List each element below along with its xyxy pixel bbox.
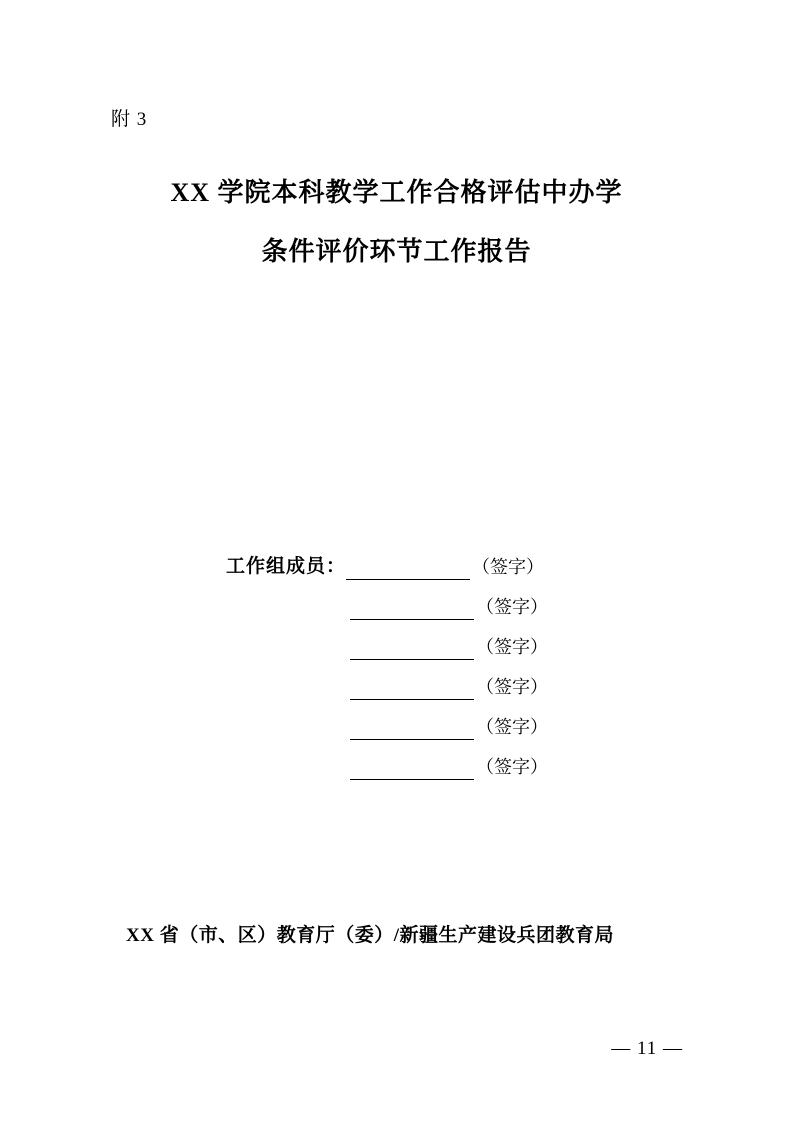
signature-row bbox=[0, 660, 793, 700]
signature-line[interactable] bbox=[350, 635, 474, 660]
signature-note: （签字） bbox=[472, 557, 545, 577]
signature-line[interactable] bbox=[346, 555, 470, 580]
signature-line[interactable] bbox=[350, 715, 474, 740]
signature-note: （签字） bbox=[476, 717, 548, 737]
signature-note: （签字） bbox=[476, 637, 548, 657]
signature-label: 工作组成员： bbox=[226, 556, 347, 577]
signature-line[interactable] bbox=[350, 675, 474, 700]
attachment-label: 附 3 bbox=[111, 109, 148, 130]
signature-row bbox=[0, 740, 793, 780]
signature-note: （签字） bbox=[476, 677, 548, 697]
signature-line[interactable] bbox=[350, 595, 474, 620]
signature-row bbox=[0, 540, 793, 580]
page-number: — 11 — bbox=[611, 1038, 683, 1059]
signature-note: （签字） bbox=[476, 757, 548, 777]
page-title-line-2: 条件评价环节工作报告 bbox=[261, 237, 532, 266]
footer-organization: XX 省（市、区）教育厅（委）/新疆生产建设兵团教育局 bbox=[126, 925, 614, 946]
signature-block bbox=[0, 540, 793, 780]
page-title-line-1: XX 学院本科教学工作合格评估中办学 bbox=[170, 178, 623, 207]
signature-note: （签字） bbox=[476, 597, 548, 617]
signature-row bbox=[0, 700, 793, 740]
signature-line[interactable] bbox=[350, 755, 474, 780]
signature-row bbox=[0, 580, 793, 620]
page-title bbox=[0, 180, 793, 265]
signature-row bbox=[0, 620, 793, 660]
